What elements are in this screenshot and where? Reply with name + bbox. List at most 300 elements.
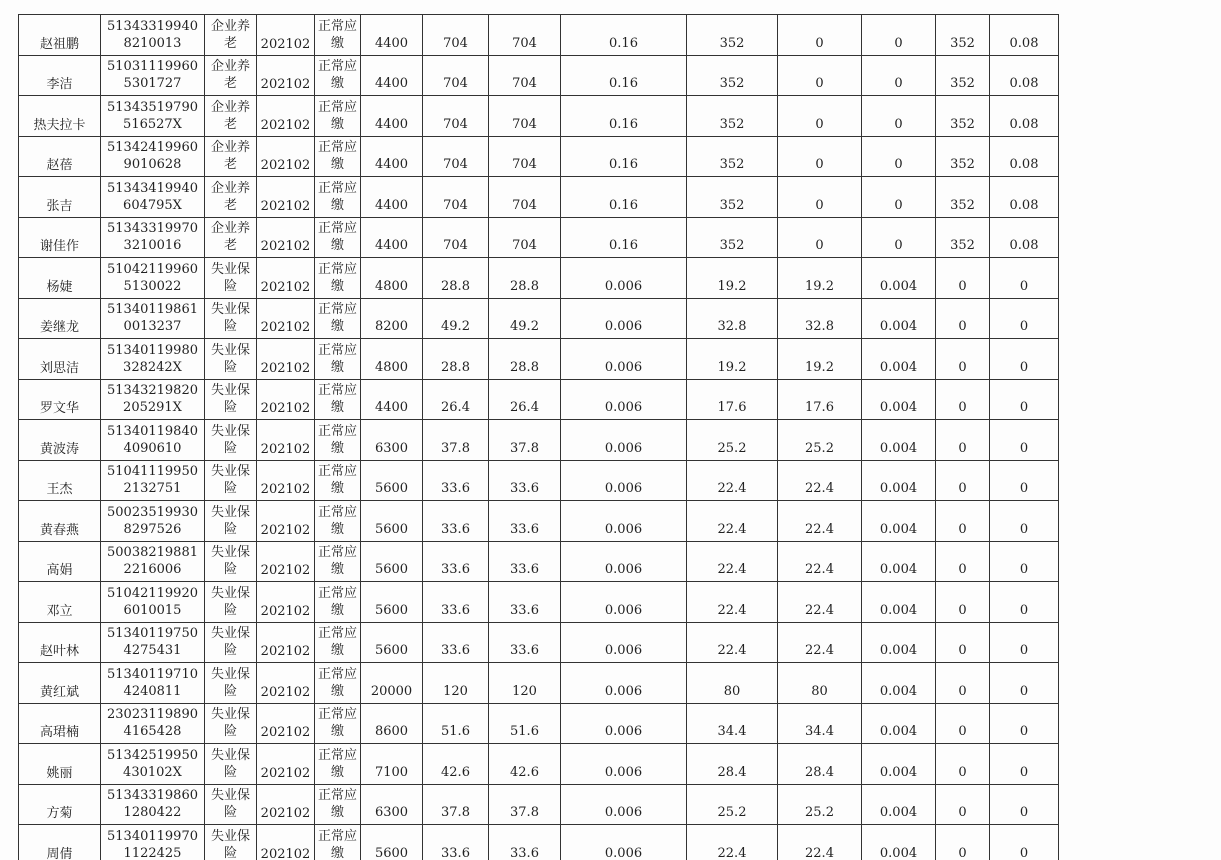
cell-amount-2: 32.8 bbox=[778, 298, 862, 339]
cell-name: 热夫拉卡 bbox=[19, 96, 101, 137]
cell-rate-1: 0.006 bbox=[561, 460, 687, 501]
cell-insurance-type: 企业养老 bbox=[205, 177, 257, 218]
cell-rate-1: 0.006 bbox=[561, 744, 687, 785]
table-row bbox=[19, 55, 1059, 96]
cell-rate-3: 0.08 bbox=[990, 177, 1059, 218]
cell-paid: 42.6 bbox=[489, 744, 561, 785]
cell-amount-2: 17.6 bbox=[778, 379, 862, 420]
cell-paid: 704 bbox=[489, 136, 561, 177]
cell-insurance-type: 失业保险 bbox=[205, 501, 257, 542]
cell-base: 4400 bbox=[361, 217, 423, 258]
cell-id-number: 513401197104240811 bbox=[101, 663, 205, 704]
cell-status: 正常应缴 bbox=[315, 258, 361, 299]
cell-rate-1: 0.006 bbox=[561, 298, 687, 339]
table-row bbox=[19, 15, 1059, 56]
cell-status: 正常应缴 bbox=[315, 501, 361, 542]
cell-amount-1: 352 bbox=[687, 177, 778, 218]
cell-id-number: 51343519790516527X bbox=[101, 96, 205, 137]
cell-rate-1: 0.16 bbox=[561, 136, 687, 177]
cell-amount-1: 25.2 bbox=[687, 784, 778, 825]
cell-status: 正常应缴 bbox=[315, 460, 361, 501]
cell-period: 202102 bbox=[257, 298, 315, 339]
cell-name: 赵叶林 bbox=[19, 622, 101, 663]
cell-amount-1: 25.2 bbox=[687, 420, 778, 461]
cell-id-number: 51343419940604795X bbox=[101, 177, 205, 218]
cell-id-number: 513433198601280422 bbox=[101, 784, 205, 825]
cell-base: 4800 bbox=[361, 339, 423, 380]
cell-period: 202102 bbox=[257, 258, 315, 299]
cell-amount-3: 0 bbox=[936, 258, 990, 299]
cell-status: 正常应缴 bbox=[315, 663, 361, 704]
cell-rate-3: 0 bbox=[990, 460, 1059, 501]
cell-status: 正常应缴 bbox=[315, 217, 361, 258]
cell-rate-3: 0 bbox=[990, 622, 1059, 663]
cell-status: 正常应缴 bbox=[315, 541, 361, 582]
cell-paid: 51.6 bbox=[489, 703, 561, 744]
cell-rate-3: 0.08 bbox=[990, 55, 1059, 96]
cell-rate-3: 0 bbox=[990, 744, 1059, 785]
cell-rate-1: 0.006 bbox=[561, 703, 687, 744]
cell-id-number: 500382198812216006 bbox=[101, 541, 205, 582]
cell-name: 邓立 bbox=[19, 582, 101, 623]
cell-status: 正常应缴 bbox=[315, 420, 361, 461]
table-row bbox=[19, 136, 1059, 177]
cell-rate-3: 0 bbox=[990, 541, 1059, 582]
cell-due: 42.6 bbox=[423, 744, 489, 785]
cell-base: 5600 bbox=[361, 622, 423, 663]
cell-name: 赵蓓 bbox=[19, 136, 101, 177]
cell-amount-3: 0 bbox=[936, 663, 990, 704]
cell-name: 高娟 bbox=[19, 541, 101, 582]
cell-id-number: 51342519950430102X bbox=[101, 744, 205, 785]
cell-rate-1: 0.16 bbox=[561, 96, 687, 137]
cell-amount-3: 352 bbox=[936, 55, 990, 96]
table-row bbox=[19, 258, 1059, 299]
cell-rate-3: 0 bbox=[990, 420, 1059, 461]
cell-rate-3: 0 bbox=[990, 379, 1059, 420]
cell-rate-1: 0.16 bbox=[561, 15, 687, 56]
cell-amount-2: 0 bbox=[778, 217, 862, 258]
cell-insurance-type: 企业养老 bbox=[205, 217, 257, 258]
cell-name: 周倩 bbox=[19, 825, 101, 860]
cell-rate-1: 0.006 bbox=[561, 339, 687, 380]
cell-base: 6300 bbox=[361, 420, 423, 461]
table-row bbox=[19, 501, 1059, 542]
cell-rate-2: 0.004 bbox=[862, 501, 936, 542]
cell-paid: 33.6 bbox=[489, 501, 561, 542]
cell-amount-1: 22.4 bbox=[687, 541, 778, 582]
cell-amount-3: 0 bbox=[936, 541, 990, 582]
cell-period: 202102 bbox=[257, 663, 315, 704]
cell-period: 202102 bbox=[257, 217, 315, 258]
cell-insurance-type: 失业保险 bbox=[205, 339, 257, 380]
cell-paid: 704 bbox=[489, 15, 561, 56]
cell-id-number: 513401197504275431 bbox=[101, 622, 205, 663]
cell-period: 202102 bbox=[257, 177, 315, 218]
cell-period: 202102 bbox=[257, 825, 315, 860]
cell-amount-2: 0 bbox=[778, 15, 862, 56]
cell-period: 202102 bbox=[257, 55, 315, 96]
cell-amount-3: 0 bbox=[936, 420, 990, 461]
cell-rate-2: 0.004 bbox=[862, 663, 936, 704]
cell-base: 4800 bbox=[361, 258, 423, 299]
cell-rate-3: 0 bbox=[990, 501, 1059, 542]
table-row bbox=[19, 460, 1059, 501]
cell-amount-3: 0 bbox=[936, 379, 990, 420]
cell-amount-1: 22.4 bbox=[687, 825, 778, 860]
cell-base: 5600 bbox=[361, 541, 423, 582]
cell-paid: 33.6 bbox=[489, 622, 561, 663]
cell-rate-3: 0 bbox=[990, 703, 1059, 744]
cell-amount-1: 34.4 bbox=[687, 703, 778, 744]
cell-status: 正常应缴 bbox=[315, 622, 361, 663]
cell-insurance-type: 失业保险 bbox=[205, 784, 257, 825]
cell-rate-2: 0 bbox=[862, 217, 936, 258]
cell-status: 正常应缴 bbox=[315, 339, 361, 380]
cell-status: 正常应缴 bbox=[315, 825, 361, 860]
cell-amount-1: 80 bbox=[687, 663, 778, 704]
cell-amount-3: 0 bbox=[936, 784, 990, 825]
cell-insurance-type: 企业养老 bbox=[205, 136, 257, 177]
cell-base: 5600 bbox=[361, 825, 423, 860]
cell-amount-1: 19.2 bbox=[687, 339, 778, 380]
cell-insurance-type: 失业保险 bbox=[205, 460, 257, 501]
cell-id-number: 513433199408210013 bbox=[101, 15, 205, 56]
cell-insurance-type: 失业保险 bbox=[205, 258, 257, 299]
cell-rate-1: 0.16 bbox=[561, 217, 687, 258]
cell-status: 正常应缴 bbox=[315, 379, 361, 420]
cell-period: 202102 bbox=[257, 582, 315, 623]
cell-name: 姜继龙 bbox=[19, 298, 101, 339]
cell-rate-3: 0 bbox=[990, 825, 1059, 860]
cell-amount-2: 0 bbox=[778, 96, 862, 137]
cell-amount-2: 22.4 bbox=[778, 582, 862, 623]
cell-period: 202102 bbox=[257, 379, 315, 420]
cell-amount-3: 352 bbox=[936, 217, 990, 258]
cell-rate-1: 0.006 bbox=[561, 622, 687, 663]
cell-base: 4400 bbox=[361, 15, 423, 56]
table-row bbox=[19, 96, 1059, 137]
cell-due: 120 bbox=[423, 663, 489, 704]
cell-paid: 26.4 bbox=[489, 379, 561, 420]
cell-amount-2: 80 bbox=[778, 663, 862, 704]
cell-id-number: 513401198404090610 bbox=[101, 420, 205, 461]
cell-status: 正常应缴 bbox=[315, 582, 361, 623]
cell-due: 37.8 bbox=[423, 784, 489, 825]
cell-amount-2: 19.2 bbox=[778, 258, 862, 299]
cell-period: 202102 bbox=[257, 15, 315, 56]
cell-rate-3: 0.08 bbox=[990, 217, 1059, 258]
table-row bbox=[19, 622, 1059, 663]
cell-rate-2: 0.004 bbox=[862, 379, 936, 420]
cell-rate-2: 0.004 bbox=[862, 784, 936, 825]
cell-rate-2: 0 bbox=[862, 136, 936, 177]
cell-rate-1: 0.16 bbox=[561, 55, 687, 96]
cell-amount-1: 352 bbox=[687, 136, 778, 177]
cell-period: 202102 bbox=[257, 96, 315, 137]
cell-paid: 28.8 bbox=[489, 258, 561, 299]
cell-base: 4400 bbox=[361, 379, 423, 420]
cell-rate-1: 0.006 bbox=[561, 541, 687, 582]
table-row bbox=[19, 339, 1059, 380]
cell-id-number: 513401198610013237 bbox=[101, 298, 205, 339]
cell-base: 5600 bbox=[361, 501, 423, 542]
cell-rate-2: 0 bbox=[862, 96, 936, 137]
table-row bbox=[19, 784, 1059, 825]
cell-base: 7100 bbox=[361, 744, 423, 785]
cell-rate-1: 0.006 bbox=[561, 784, 687, 825]
table-row bbox=[19, 379, 1059, 420]
cell-paid: 37.8 bbox=[489, 784, 561, 825]
cell-id-number: 510421199605130022 bbox=[101, 258, 205, 299]
cell-rate-2: 0.004 bbox=[862, 460, 936, 501]
cell-amount-2: 0 bbox=[778, 55, 862, 96]
cell-insurance-type: 失业保险 bbox=[205, 703, 257, 744]
cell-rate-2: 0 bbox=[862, 177, 936, 218]
cell-amount-1: 352 bbox=[687, 96, 778, 137]
cell-due: 33.6 bbox=[423, 582, 489, 623]
cell-id-number: 230231198904165428 bbox=[101, 703, 205, 744]
cell-period: 202102 bbox=[257, 784, 315, 825]
cell-amount-2: 0 bbox=[778, 136, 862, 177]
cell-due: 28.8 bbox=[423, 258, 489, 299]
cell-amount-2: 28.4 bbox=[778, 744, 862, 785]
table-row bbox=[19, 177, 1059, 218]
cell-id-number: 510411199502132751 bbox=[101, 460, 205, 501]
cell-due: 704 bbox=[423, 217, 489, 258]
cell-name: 罗文华 bbox=[19, 379, 101, 420]
cell-rate-3: 0 bbox=[990, 784, 1059, 825]
cell-amount-1: 22.4 bbox=[687, 622, 778, 663]
cell-base: 4400 bbox=[361, 177, 423, 218]
cell-amount-3: 352 bbox=[936, 136, 990, 177]
cell-paid: 33.6 bbox=[489, 582, 561, 623]
cell-paid: 37.8 bbox=[489, 420, 561, 461]
cell-status: 正常应缴 bbox=[315, 96, 361, 137]
cell-paid: 33.6 bbox=[489, 825, 561, 860]
cell-amount-1: 22.4 bbox=[687, 501, 778, 542]
cell-rate-2: 0.004 bbox=[862, 744, 936, 785]
cell-paid: 120 bbox=[489, 663, 561, 704]
cell-amount-1: 22.4 bbox=[687, 460, 778, 501]
cell-rate-2: 0 bbox=[862, 55, 936, 96]
cell-due: 704 bbox=[423, 55, 489, 96]
cell-status: 正常应缴 bbox=[315, 177, 361, 218]
table-row bbox=[19, 663, 1059, 704]
cell-due: 49.2 bbox=[423, 298, 489, 339]
cell-amount-3: 0 bbox=[936, 744, 990, 785]
cell-id-number: 51340119980328242X bbox=[101, 339, 205, 380]
cell-status: 正常应缴 bbox=[315, 15, 361, 56]
cell-due: 33.6 bbox=[423, 501, 489, 542]
cell-rate-3: 0.08 bbox=[990, 96, 1059, 137]
cell-period: 202102 bbox=[257, 703, 315, 744]
cell-id-number: 51343219820205291X bbox=[101, 379, 205, 420]
cell-id-number: 500235199308297526 bbox=[101, 501, 205, 542]
table-row bbox=[19, 825, 1059, 860]
table-body bbox=[19, 15, 1059, 860]
cell-paid: 33.6 bbox=[489, 460, 561, 501]
cell-name: 李洁 bbox=[19, 55, 101, 96]
cell-amount-1: 22.4 bbox=[687, 582, 778, 623]
cell-insurance-type: 失业保险 bbox=[205, 582, 257, 623]
cell-status: 正常应缴 bbox=[315, 744, 361, 785]
cell-name: 方菊 bbox=[19, 784, 101, 825]
cell-insurance-type: 企业养老 bbox=[205, 96, 257, 137]
cell-base: 6300 bbox=[361, 784, 423, 825]
cell-base: 20000 bbox=[361, 663, 423, 704]
cell-rate-2: 0 bbox=[862, 15, 936, 56]
cell-insurance-type: 企业养老 bbox=[205, 15, 257, 56]
cell-amount-3: 0 bbox=[936, 501, 990, 542]
cell-amount-1: 17.6 bbox=[687, 379, 778, 420]
cell-rate-2: 0.004 bbox=[862, 703, 936, 744]
cell-amount-2: 25.2 bbox=[778, 784, 862, 825]
cell-rate-1: 0.006 bbox=[561, 582, 687, 623]
cell-due: 33.6 bbox=[423, 541, 489, 582]
cell-amount-2: 34.4 bbox=[778, 703, 862, 744]
cell-amount-3: 352 bbox=[936, 96, 990, 137]
cell-period: 202102 bbox=[257, 420, 315, 461]
cell-base: 4400 bbox=[361, 136, 423, 177]
cell-insurance-type: 失业保险 bbox=[205, 541, 257, 582]
cell-insurance-type: 失业保险 bbox=[205, 379, 257, 420]
cell-rate-3: 0 bbox=[990, 663, 1059, 704]
cell-due: 704 bbox=[423, 96, 489, 137]
cell-amount-2: 22.4 bbox=[778, 541, 862, 582]
cell-due: 704 bbox=[423, 15, 489, 56]
cell-rate-3: 0.08 bbox=[990, 15, 1059, 56]
cell-period: 202102 bbox=[257, 339, 315, 380]
cell-amount-2: 19.2 bbox=[778, 339, 862, 380]
cell-status: 正常应缴 bbox=[315, 784, 361, 825]
cell-period: 202102 bbox=[257, 744, 315, 785]
cell-base: 4400 bbox=[361, 96, 423, 137]
table-row bbox=[19, 298, 1059, 339]
table-row bbox=[19, 703, 1059, 744]
cell-rate-1: 0.006 bbox=[561, 379, 687, 420]
cell-name: 赵祖鹏 bbox=[19, 15, 101, 56]
cell-rate-1: 0.006 bbox=[561, 663, 687, 704]
cell-amount-3: 352 bbox=[936, 177, 990, 218]
cell-paid: 704 bbox=[489, 55, 561, 96]
cell-amount-1: 32.8 bbox=[687, 298, 778, 339]
cell-amount-2: 22.4 bbox=[778, 622, 862, 663]
cell-rate-2: 0.004 bbox=[862, 258, 936, 299]
cell-base: 8200 bbox=[361, 298, 423, 339]
cell-status: 正常应缴 bbox=[315, 136, 361, 177]
cell-base: 5600 bbox=[361, 460, 423, 501]
cell-rate-1: 0.006 bbox=[561, 501, 687, 542]
cell-rate-1: 0.006 bbox=[561, 825, 687, 860]
cell-amount-3: 0 bbox=[936, 703, 990, 744]
cell-amount-2: 0 bbox=[778, 177, 862, 218]
cell-rate-3: 0.08 bbox=[990, 136, 1059, 177]
cell-amount-3: 0 bbox=[936, 582, 990, 623]
cell-status: 正常应缴 bbox=[315, 703, 361, 744]
cell-rate-2: 0.004 bbox=[862, 420, 936, 461]
cell-rate-3: 0 bbox=[990, 298, 1059, 339]
cell-amount-1: 19.2 bbox=[687, 258, 778, 299]
cell-rate-3: 0 bbox=[990, 258, 1059, 299]
table-row bbox=[19, 420, 1059, 461]
cell-insurance-type: 失业保险 bbox=[205, 298, 257, 339]
table-row bbox=[19, 744, 1059, 785]
cell-due: 28.8 bbox=[423, 339, 489, 380]
cell-name: 刘思洁 bbox=[19, 339, 101, 380]
cell-paid: 704 bbox=[489, 177, 561, 218]
cell-id-number: 513424199609010628 bbox=[101, 136, 205, 177]
cell-insurance-type: 失业保险 bbox=[205, 420, 257, 461]
cell-name: 张吉 bbox=[19, 177, 101, 218]
cell-base: 4400 bbox=[361, 55, 423, 96]
cell-amount-3: 352 bbox=[936, 15, 990, 56]
cell-rate-2: 0.004 bbox=[862, 622, 936, 663]
cell-amount-1: 352 bbox=[687, 15, 778, 56]
cell-due: 704 bbox=[423, 177, 489, 218]
cell-rate-2: 0.004 bbox=[862, 582, 936, 623]
cell-status: 正常应缴 bbox=[315, 298, 361, 339]
cell-rate-2: 0.004 bbox=[862, 541, 936, 582]
cell-rate-1: 0.16 bbox=[561, 177, 687, 218]
cell-due: 26.4 bbox=[423, 379, 489, 420]
cell-base: 5600 bbox=[361, 582, 423, 623]
cell-period: 202102 bbox=[257, 460, 315, 501]
cell-paid: 49.2 bbox=[489, 298, 561, 339]
cell-amount-3: 0 bbox=[936, 460, 990, 501]
cell-id-number: 510421199206010015 bbox=[101, 582, 205, 623]
cell-due: 51.6 bbox=[423, 703, 489, 744]
cell-amount-1: 352 bbox=[687, 217, 778, 258]
cell-due: 37.8 bbox=[423, 420, 489, 461]
cell-name: 高珺楠 bbox=[19, 703, 101, 744]
cell-rate-2: 0.004 bbox=[862, 298, 936, 339]
cell-name: 谢佳作 bbox=[19, 217, 101, 258]
cell-amount-2: 25.2 bbox=[778, 420, 862, 461]
cell-id-number: 510311199605301727 bbox=[101, 55, 205, 96]
cell-paid: 28.8 bbox=[489, 339, 561, 380]
cell-insurance-type: 失业保险 bbox=[205, 622, 257, 663]
cell-name: 杨婕 bbox=[19, 258, 101, 299]
cell-rate-1: 0.006 bbox=[561, 420, 687, 461]
cell-name: 姚丽 bbox=[19, 744, 101, 785]
cell-paid: 33.6 bbox=[489, 541, 561, 582]
cell-id-number: 513433199703210016 bbox=[101, 217, 205, 258]
cell-rate-2: 0.004 bbox=[862, 339, 936, 380]
cell-rate-1: 0.006 bbox=[561, 258, 687, 299]
cell-period: 202102 bbox=[257, 541, 315, 582]
cell-name: 黄红斌 bbox=[19, 663, 101, 704]
table-row bbox=[19, 582, 1059, 623]
contribution-table bbox=[18, 14, 1059, 860]
cell-amount-2: 22.4 bbox=[778, 501, 862, 542]
cell-period: 202102 bbox=[257, 622, 315, 663]
cell-paid: 704 bbox=[489, 217, 561, 258]
cell-amount-2: 22.4 bbox=[778, 825, 862, 860]
cell-name: 黄春燕 bbox=[19, 501, 101, 542]
cell-due: 33.6 bbox=[423, 825, 489, 860]
cell-period: 202102 bbox=[257, 136, 315, 177]
cell-insurance-type: 失业保险 bbox=[205, 744, 257, 785]
table-row bbox=[19, 541, 1059, 582]
cell-paid: 704 bbox=[489, 96, 561, 137]
cell-due: 33.6 bbox=[423, 460, 489, 501]
cell-base: 8600 bbox=[361, 703, 423, 744]
cell-amount-3: 0 bbox=[936, 622, 990, 663]
cell-id-number: 513401199701122425 bbox=[101, 825, 205, 860]
cell-insurance-type: 失业保险 bbox=[205, 825, 257, 860]
cell-amount-1: 28.4 bbox=[687, 744, 778, 785]
